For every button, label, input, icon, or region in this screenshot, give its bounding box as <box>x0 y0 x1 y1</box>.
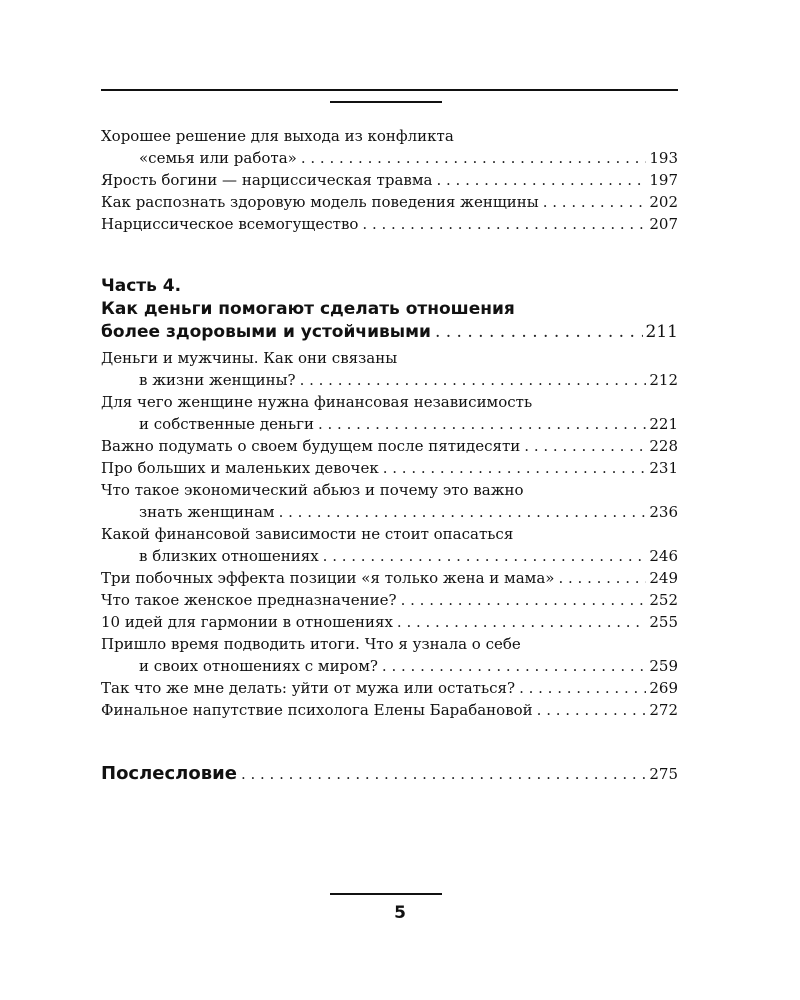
afterword-section <box>101 761 678 787</box>
toc-entry-title: в жизни женщины? <box>139 371 296 389</box>
toc-entry-title: в близких отношениях <box>139 547 319 565</box>
toc-entry-title: 10 идей для гармонии в отношениях <box>101 613 393 631</box>
toc-entry <box>101 191 678 213</box>
dot-leader <box>543 191 647 213</box>
toc-entry <box>101 567 678 589</box>
toc-entry-title: Про больших и маленьких девочек <box>101 459 379 477</box>
page-number: 5 <box>394 903 406 923</box>
part-label: Часть 4. <box>101 276 182 296</box>
dot-leader <box>382 655 646 677</box>
afterword-page: 275 <box>649 765 678 783</box>
dot-leader <box>397 611 646 633</box>
toc-entry-page: 269 <box>649 679 678 697</box>
toc-entry-page: 259 <box>649 657 678 675</box>
afterword-title: Послесловие <box>101 763 237 784</box>
toc-entry-title: Важно подумать о своем будущем после пятидесяти <box>101 437 521 455</box>
toc-entry <box>101 457 678 479</box>
toc-entry-page: 231 <box>649 459 678 477</box>
toc-entry-title: Ярость богини — нарциссическая травма <box>101 171 433 189</box>
toc-entry <box>101 147 678 169</box>
toc-entry <box>101 699 678 721</box>
afterword-entry <box>101 761 678 787</box>
toc-entry-page: 252 <box>649 591 678 609</box>
toc-entry-page: 207 <box>649 215 678 233</box>
toc-entry-page: 236 <box>649 503 678 521</box>
toc-entry <box>101 213 678 235</box>
toc-entry-title-line: Какой финансовой зависимости не стоит опасаться <box>101 525 514 543</box>
toc-entry-title: «семья или работа» <box>139 149 297 167</box>
toc-entry <box>101 413 678 435</box>
part-title-line-1: Как деньги помогают сделать отношения <box>101 299 515 319</box>
toc-entry-title: Как распознать здоровую модель поведения женщины <box>101 193 539 211</box>
dot-leader <box>383 457 647 479</box>
toc-entry <box>101 655 678 677</box>
part-page: 211 <box>645 322 678 342</box>
dot-leader <box>401 589 647 611</box>
dot-leader <box>519 677 646 699</box>
toc-entry-page: 212 <box>649 371 678 389</box>
toc-entry-title: и своих отношениях с миром? <box>139 657 378 675</box>
toc-entry <box>101 435 678 457</box>
toc-entry-title-line: Что такое экономический абьюз и почему это важно <box>101 481 524 499</box>
dot-leader <box>435 321 643 344</box>
header-short-rule <box>330 101 442 103</box>
part-title-line-2: более здоровыми и устойчивыми <box>101 322 431 342</box>
toc-entry-page: 193 <box>649 149 678 167</box>
toc-entry <box>101 611 678 633</box>
part-title-entry <box>101 321 678 344</box>
toc-entry-page: 249 <box>649 569 678 587</box>
part-heading <box>101 275 678 344</box>
toc-entry-page: 197 <box>649 171 678 189</box>
dot-leader <box>323 545 647 567</box>
toc-entry-title: и собственные деньги <box>139 415 314 433</box>
toc-entry-title-line: Хорошее решение для выхода из конфликта <box>101 127 454 145</box>
toc-entry <box>101 545 678 567</box>
toc-entry <box>101 589 678 611</box>
dot-leader <box>241 761 646 787</box>
toc-entry <box>101 677 678 699</box>
header-rule <box>101 89 678 91</box>
dot-leader <box>436 169 646 191</box>
toc-entry-page: 246 <box>649 547 678 565</box>
toc-entry-title: Что такое женское предназначение? <box>101 591 397 609</box>
dot-leader <box>318 413 646 435</box>
toc-entry-title: Три побочных эффекта позиции «я только жена и мама» <box>101 569 555 587</box>
toc-entry-title: Финальное напутствие психолога Елены Барабановой <box>101 701 533 719</box>
toc-entry <box>101 169 678 191</box>
toc-entry-title: знать женщинам <box>139 503 275 521</box>
toc-entry-page: 255 <box>649 613 678 631</box>
footer-short-rule <box>330 893 442 895</box>
dot-leader <box>558 567 646 589</box>
toc-entry-title-line: Пришло время подводить итоги. Что я узнала о себе <box>101 635 521 653</box>
toc-section-previous <box>101 125 678 235</box>
toc-entry-page: 202 <box>649 193 678 211</box>
toc-entry-title: Так что же мне делать: уйти от мужа или остаться? <box>101 679 516 697</box>
dot-leader <box>279 501 647 523</box>
dot-leader <box>301 147 647 169</box>
toc-entry-page: 272 <box>649 701 678 719</box>
toc-entry <box>101 501 678 523</box>
dot-leader <box>524 435 646 457</box>
toc-entry-title-line: Деньги и мужчины. Как они связаны <box>101 349 398 367</box>
dot-leader <box>362 213 646 235</box>
dot-leader <box>537 699 647 721</box>
toc-entry <box>101 369 678 391</box>
toc-entry-page: 221 <box>649 415 678 433</box>
toc-entry-title: Нарциссическое всемогущество <box>101 215 359 233</box>
toc-entry-page: 228 <box>649 437 678 455</box>
dot-leader <box>300 369 647 391</box>
toc-section-part4 <box>101 347 678 721</box>
toc-entry-title-line: Для чего женщине нужна финансовая независимость <box>101 393 533 411</box>
